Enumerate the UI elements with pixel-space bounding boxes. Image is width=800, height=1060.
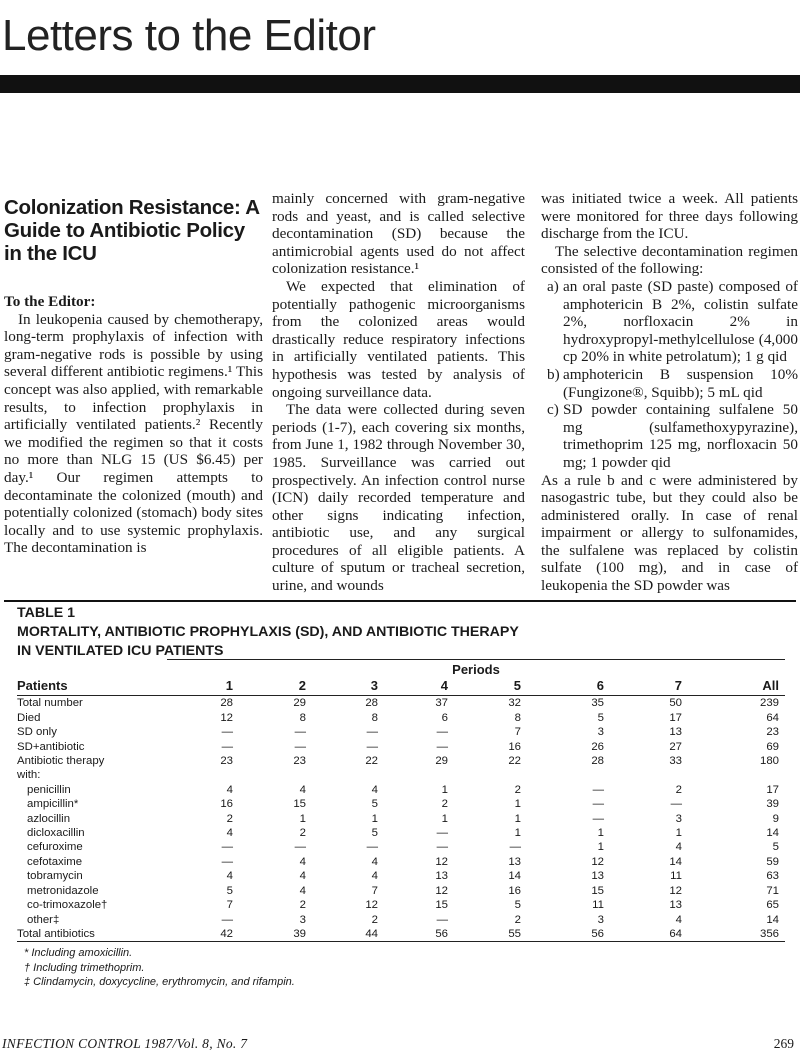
data-table	[17, 659, 785, 942]
column-header-patients: Patients	[17, 677, 167, 696]
table-title-line-1: MORTALITY, ANTIBIOTIC PROPHYLAXIS (SD), AND ANTIBIOTIC THERAPY	[17, 624, 519, 640]
table-row	[17, 740, 785, 754]
footnote: ‡ Clindamycin, doxycycline, erythromycin, and rifampin.	[24, 976, 295, 989]
table-cell: 65	[766, 899, 779, 912]
table-cell	[610, 768, 688, 782]
table-cell: —	[670, 798, 682, 811]
table-cell: 33	[669, 755, 682, 768]
table-cell: 42	[167, 927, 239, 942]
table-cell: 3	[299, 913, 306, 926]
row-label: cefuroxime	[27, 841, 83, 854]
table-cell: 3	[675, 812, 682, 825]
table-cell: 14	[669, 855, 682, 868]
table-cell: —	[592, 812, 604, 825]
table-cell: 4	[299, 783, 306, 796]
periods-header: Periods	[167, 660, 785, 678]
table-row	[17, 797, 785, 811]
table-cell: —	[436, 827, 448, 840]
table-cell: 4	[226, 827, 233, 840]
table-cell	[527, 768, 610, 782]
column-header-period: 7	[610, 677, 688, 696]
table-cell: 1	[514, 798, 521, 811]
table-cell: 39	[766, 798, 779, 811]
table-cell: 69	[766, 740, 779, 753]
table-cell: —	[221, 841, 233, 854]
table-cell: 14	[508, 870, 521, 883]
table-cell: 22	[365, 755, 378, 768]
table-cell: 8	[371, 711, 378, 724]
table-cell: 7	[226, 899, 233, 912]
table-cell: 5	[226, 884, 233, 897]
table-cell: 17	[669, 711, 682, 724]
table-cell: 12	[365, 899, 378, 912]
table-row	[17, 913, 785, 927]
table-row	[17, 696, 785, 711]
column-3	[541, 190, 798, 595]
table-cell: —	[436, 913, 448, 926]
table-cell: —	[592, 798, 604, 811]
column-header-period: 6	[527, 677, 610, 696]
row-label: other‡	[27, 913, 60, 926]
table-cell: 29	[293, 697, 306, 710]
column-2	[272, 190, 525, 595]
paragraph-4: The selective decontamination regimen consisted of the following:	[541, 242, 798, 278]
table-row	[17, 711, 785, 725]
table-cell: 35	[591, 697, 604, 710]
table-row	[17, 754, 785, 768]
table-cell: —	[436, 841, 448, 854]
table-cell: 2	[514, 913, 521, 926]
column-header-row	[17, 677, 785, 696]
table-cell: 2	[441, 798, 448, 811]
table-cell: 11	[670, 870, 682, 883]
footnotes	[4, 946, 796, 990]
table-cell: 6	[441, 711, 448, 724]
table-cell: 4	[226, 870, 233, 883]
column-header-period: 2	[239, 677, 312, 696]
table-cell: 12	[591, 855, 604, 868]
row-label: metronidazole	[27, 884, 99, 897]
row-label: Died	[17, 711, 41, 724]
table-cell: 32	[508, 697, 521, 710]
table-cell: 13	[669, 726, 682, 739]
table-row	[17, 783, 785, 797]
column-header-period: 1	[167, 677, 239, 696]
table-cell: 13	[591, 870, 604, 883]
table-cell: 14	[766, 827, 779, 840]
table-cell: 16	[220, 798, 233, 811]
table-cell: 37	[435, 697, 448, 710]
table-cell: 15	[293, 798, 306, 811]
table-cell	[239, 768, 312, 782]
table-cell: 28	[220, 697, 233, 710]
table-cell: 239	[759, 697, 779, 710]
footnote: † Including trimethoprim.	[24, 961, 145, 974]
table-cell: 4	[371, 783, 378, 796]
table-cell: 50	[669, 697, 682, 710]
table-cell: 39	[239, 927, 312, 942]
table-cell: 356	[688, 927, 785, 942]
table-cell: —	[509, 841, 521, 854]
paragraph-5: As a rule b and c were administered by nasogastric tube, but they could also be administered orally. In case of renal impairment or allergy to sulfonamides, the sulfalene was replaced by colistin sulfate (100 mg), and in case of leukopenia the SD powder was	[541, 471, 798, 595]
table-cell: 5	[514, 899, 521, 912]
table-cell: 27	[669, 740, 682, 753]
table-cell: 1	[675, 827, 682, 840]
table-cell: 15	[435, 899, 448, 912]
table-1	[4, 600, 796, 990]
row-label: tobramycin	[27, 870, 83, 883]
table-body	[17, 696, 785, 942]
table-cell: 5	[597, 711, 604, 724]
table-cell	[688, 768, 785, 782]
journal-citation: INFECTION CONTROL 1987/Vol. 8, No. 7	[2, 1036, 248, 1051]
column-header-period: 3	[312, 677, 384, 696]
table-cell: 12	[435, 884, 448, 897]
table-row	[17, 884, 785, 898]
table-cell: 1	[514, 827, 521, 840]
table-cell: 16	[508, 740, 521, 753]
table-cell: —	[221, 855, 233, 868]
table-cell: 4	[299, 884, 306, 897]
table-cell: 55	[454, 927, 527, 942]
table-cell: 2	[299, 827, 306, 840]
row-label: azlocillin	[27, 812, 71, 825]
table-cell: 7	[371, 884, 378, 897]
table-row	[17, 725, 785, 739]
table-row	[17, 768, 785, 782]
table-cell: 59	[766, 855, 779, 868]
table-row	[17, 927, 785, 942]
table-cell: 12	[435, 855, 448, 868]
table-cell: 64	[766, 711, 779, 724]
row-label: SD+antibiotic	[17, 740, 85, 753]
table-cell: 56	[527, 927, 610, 942]
table-row	[17, 826, 785, 840]
paragraph-1-continued: mainly concerned with gram-negative rods and yeast, and is called selective decontamination (SD) because the antimicrobial agents used do not affect colonization resistance.¹	[272, 190, 525, 278]
table-cell: —	[436, 726, 448, 739]
row-label: ampicillin*	[27, 798, 79, 811]
table-cell: 13	[669, 899, 682, 912]
table-row	[17, 869, 785, 883]
table-cell: —	[221, 913, 233, 926]
table-cell: —	[294, 740, 306, 753]
table-cell: 3	[597, 913, 604, 926]
table-cell: 28	[365, 697, 378, 710]
row-label: Total number	[17, 697, 83, 710]
table-cell: 8	[299, 711, 306, 724]
list-item: c) SD powder containing sulfalene 50 mg (sulfamethoxypyrazine), trimethoprim 125 mg, norfloxacin 50 mg; 1 powder qid	[547, 401, 798, 471]
section-title: Letters to the Editor	[2, 11, 376, 60]
table-cell: —	[221, 726, 233, 739]
table-cell: 22	[508, 755, 521, 768]
table-cell: 180	[759, 755, 779, 768]
paragraph-1: In leukopenia caused by chemotherapy, long-term prophylaxis of infection with gram-negative rods is possible by using several different antibiotic regimens.¹ This concept was also applied, with remarkable results, to infection prophylaxis in artificially ventilated patients.² Recently we modified the regimen so that it costs no more than NLG 15 (US $6.45) per day.¹ Our regimen attempts to decontaminate the colonized (mouth) and potentially colonized (stomach) body sites locally and to use systemic prophylaxis. The decontamination is	[4, 310, 263, 557]
table-cell	[312, 768, 384, 782]
list-item: b) amphotericin B suspension 10% (Fungizone®, Squibb); 5 mL qid	[547, 365, 798, 401]
table-cell: 23	[220, 755, 233, 768]
table-cell: 4	[299, 855, 306, 868]
table-cell: 56	[384, 927, 454, 942]
table-row	[17, 898, 785, 912]
table-row	[17, 855, 785, 869]
table-cell	[167, 768, 239, 782]
row-label: Total antibiotics	[17, 927, 167, 942]
table-cell: 4	[371, 870, 378, 883]
table-cell: 7	[514, 726, 521, 739]
row-label: with:	[17, 769, 41, 782]
table-cell: —	[366, 740, 378, 753]
regimen-list	[541, 278, 798, 472]
row-label: Antibiotic therapy	[17, 755, 105, 768]
table-cell: 4	[299, 870, 306, 883]
table-cell: 4	[226, 783, 233, 796]
table-cell: 2	[371, 913, 378, 926]
table-cell	[384, 768, 454, 782]
table-cell: —	[592, 783, 604, 796]
column-header-period: 5	[454, 677, 527, 696]
header-rule	[0, 75, 800, 93]
table-cell	[454, 768, 527, 782]
table-cell: 1	[597, 827, 604, 840]
paragraph-3: The data were collected during seven periods (1-7), each covering six months, from June 1, 1982 through November 30, 1985. Surveillance was carried out prospectively. An infection control nurse (ICN) daily recorded temperature and other signs indicating infection, antibiotic use, and any surgical procedures of all eligible patients. A culture of sputum or tracheal secretion, urine, and wounds	[272, 401, 525, 595]
table-cell: 2	[514, 783, 521, 796]
table-cell: —	[366, 726, 378, 739]
paragraph-2: We expected that elimination of potentially pathogenic microorganisms from the colonized areas would drastically reduce respiratory infections in artificially ventilated patients. This hypothesis was tested by analysis of ongoing surveillance data.	[272, 277, 525, 401]
table-cell: 16	[508, 884, 521, 897]
table-cell: 4	[371, 855, 378, 868]
table-cell: 12	[220, 711, 233, 724]
table-cell: 17	[766, 783, 779, 796]
table-cell: 26	[591, 740, 604, 753]
table-cell: 23	[293, 755, 306, 768]
table-cell: 1	[371, 812, 378, 825]
table-cell: 1	[514, 812, 521, 825]
table-cell: —	[294, 726, 306, 739]
row-label: dicloxacillin	[27, 827, 85, 840]
table-cell: 12	[669, 884, 682, 897]
table-cell: 5	[371, 827, 378, 840]
table-cell: 64	[610, 927, 688, 942]
table-cell: 11	[592, 899, 604, 912]
table-cell: —	[221, 740, 233, 753]
table-cell: 9	[772, 812, 779, 825]
table-cell: 29	[435, 755, 448, 768]
column-header-period: All	[688, 677, 785, 696]
table-cell: 28	[591, 755, 604, 768]
table-cell: 2	[226, 812, 233, 825]
table-cell: —	[366, 841, 378, 854]
salutation: To the Editor:	[4, 293, 96, 310]
page-number: 269	[773, 1036, 794, 1051]
table-cell: 8	[514, 711, 521, 724]
table-title-line-2: IN VENTILATED ICU PATIENTS	[17, 643, 224, 659]
table-cell: 3	[597, 726, 604, 739]
row-label: cefotaxime	[27, 855, 83, 868]
table-cell: 1	[597, 841, 604, 854]
table-cell: 1	[441, 783, 448, 796]
table-cell: 2	[675, 783, 682, 796]
table-cell: 13	[435, 870, 448, 883]
table-cell: 2	[299, 899, 306, 912]
table-cell: —	[436, 740, 448, 753]
table-cell: 71	[766, 884, 779, 897]
table-row	[17, 812, 785, 826]
table-cell: 15	[591, 884, 604, 897]
table-cell: 1	[299, 812, 306, 825]
table-cell: 14	[766, 913, 779, 926]
article-title: Colonization Resistance: A Guide to Antibiotic Policy in the ICU	[4, 196, 259, 265]
table-cell: 5	[371, 798, 378, 811]
list-item: a) an oral paste (SD paste) composed of amphotericin B 2%, colistin sulfate 2%, norfloxacin 2% in hydroxypropyl-methylcellulose (4,000 cp 20% in white petrolatum); 1 g qid	[547, 277, 798, 366]
table-cell: 1	[441, 812, 448, 825]
table-cell: 4	[675, 913, 682, 926]
table-cell: 23	[766, 726, 779, 739]
row-label: co-trimoxazole†	[27, 899, 108, 912]
table-row	[17, 840, 785, 854]
column-header-period: 4	[384, 677, 454, 696]
table-cell: 63	[766, 870, 779, 883]
table-label: TABLE 1	[17, 605, 76, 621]
table-cell: 5	[772, 841, 779, 854]
paragraph-3-continued: was initiated twice a week. All patients were monitored for three days following discharge from the ICU.	[541, 190, 798, 243]
row-label: penicillin	[27, 783, 71, 796]
row-label: SD only	[17, 726, 57, 739]
footnote: * Including amoxicillin.	[24, 947, 133, 960]
table-cell: —	[294, 841, 306, 854]
table-cell: 4	[675, 841, 682, 854]
column-1	[4, 188, 263, 557]
table-cell: 44	[312, 927, 384, 942]
table-cell: 13	[508, 855, 521, 868]
